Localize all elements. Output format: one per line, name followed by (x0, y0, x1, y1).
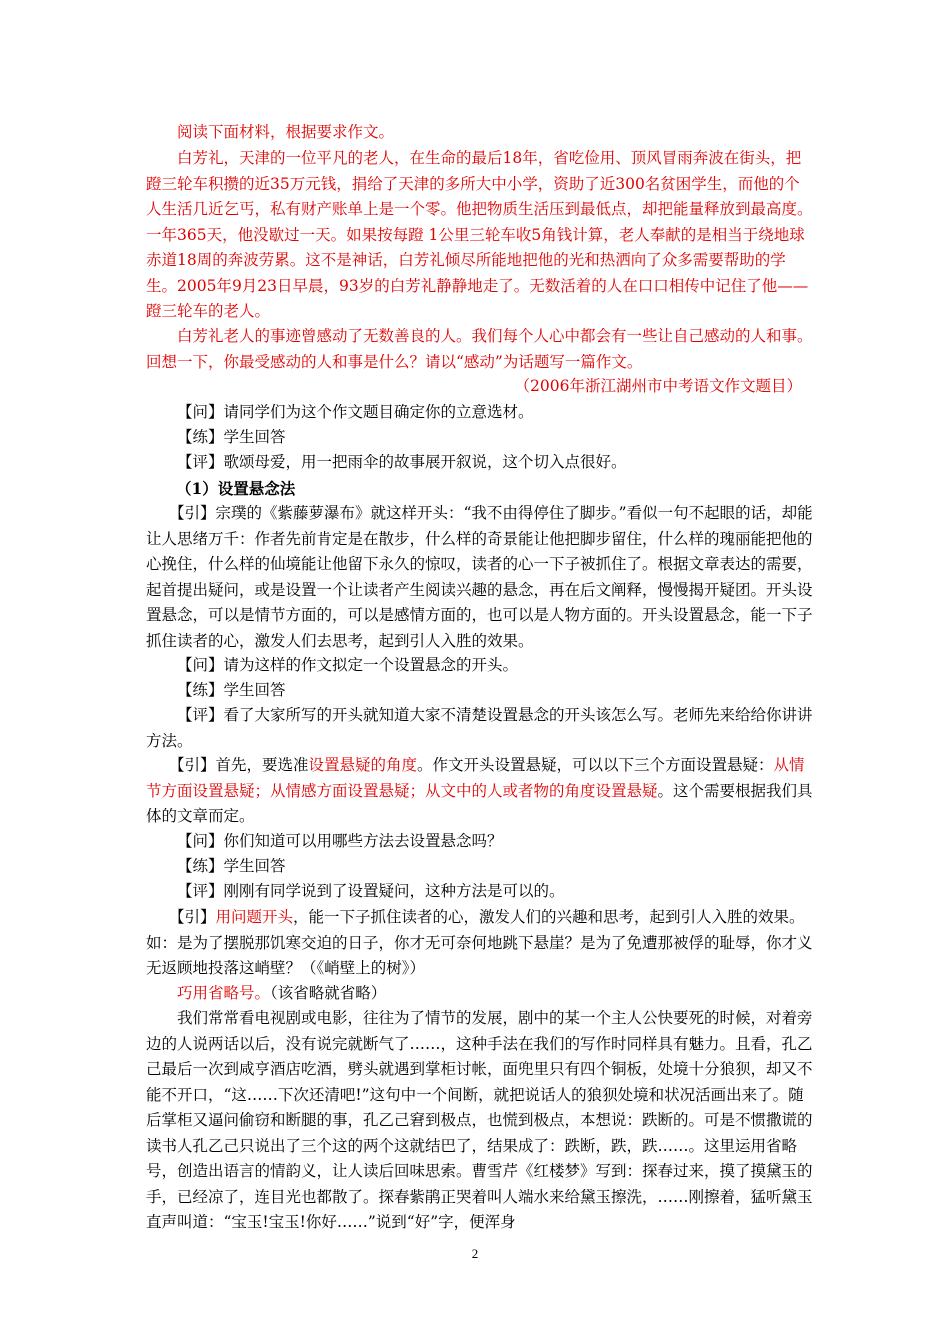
introduction-2-part-a: 【引】首先，要选准 (169, 756, 309, 774)
comment-1: 【评】歌颂母爱，用一把雨伞的故事展开叙说，这个切入点很好。 (177, 453, 627, 471)
question-1: 【问】请同学们为这个作文题目确定你的立意选材。 (177, 403, 534, 421)
introduction-3-part-c: ，能一下子抓住读者的心，激发人们的兴趣和思考，起到引人入胜的效果。如：是为了摆脱那饥寒交迫的日子，你才无可奈何地跳下悬崖？是为了免遭那被俘的耻辱，你才义无返顾地投落这峭壁？（《峭壁上的树》） (146, 908, 813, 977)
introduction-2-part-c: 。作文开头设置悬疑，可以以下三个方面设置悬疑： (417, 756, 774, 774)
introduction-1: 【引】宗璞的《紫藤萝瀑布》就这样开头：“我不由得停住了脚步。”看似一句不起眼的话，却能让人思绪万千：作者先前肯定是在散步，什么样的奇景能让他把脚步留住，什么样的瑰丽能把他的心挽住，什么样的仙境能让他留下永久的惊叹，读者的心一下子被抓住了。根据文章表达的需要，起首提出疑问，或是设置一个让读者产生阅读兴趣的悬念，再在后文阐释，慢慢揭开疑团。开头设置悬念，可以是情节方面的，可以是感情方面的，也可以是人物方面的。开头设置悬念，能一下子抓住读者的心，激发人们去思考，起到引人入胜的效果。 (146, 504, 813, 650)
material-source: （2006年浙江湖州市中考语文作文题目） (514, 377, 802, 395)
introduction-3 (146, 905, 814, 982)
section-heading: （1）设置悬念法 (176, 479, 296, 498)
comment-2: 【评】看了大家所写的开头就知道大家不清楚设置悬念的开头该怎么写。老师先来给给你讲讲方法。 (146, 706, 813, 750)
question-2: 【问】请为这样的作文拟定一个设置悬念的开头。 (177, 656, 519, 674)
practice-2: 【练】学生回答 (177, 681, 286, 699)
introduction-2-part-e: 。这个需要根据我们具体的文章而定。 (146, 781, 813, 825)
introduction-2-highlight-angle: 设置悬疑的角度 (308, 756, 418, 774)
introduction-3-part-a: 【引】 (169, 908, 216, 926)
material-intro: 阅读下面材料，根据要求作文。 (177, 123, 395, 141)
ellipsis-title: 巧用省略号。 (177, 984, 271, 1002)
material-paragraph-1: 白芳礼，天津的一位平凡的老人，在生命的最后18年，省吃俭用、顶风冒雨奔波在街头，把蹬三轮车积攒的近35万元钱，捐给了天津的多所大中小学，资助了近300名贫困学生，而他的个人生活几近乞丐，私有财产账单上是一个零。他把物质生活压到最低点，却把能量释放到最高度。一年365天，他没歇过一天。如果按每蹬 1公里三轮车收5角钱计算，老人奉献的是相当于绕地球赤道18周的奔波劳累。这不是神话，白芳礼倾尽所能地把他的光和热洒向了众多需要帮助的学生。2005年9月23日早晨，93岁的白芳礼静静地走了。无数活着的人在口口相传中记住了他——蹬三轮车的老人。 (146, 149, 813, 320)
introduction-3-highlight: 用问题开头 (215, 908, 294, 926)
ellipsis-paragraph: 我们常常看电视剧或电影，往往为了情节的发展，剧中的某一个主人公快要死的时候，对着旁边的人说两话以后，没有说完就断气了……，这种手法在我们的写作时同样具有魅力。且看，孔乙己最后一次到咸亨酒店吃酒，劈头就遇到掌柜讨帐，面兜里只有四个铜板，处境十分狼狈，却又不能不开口，“这……下次还清吧!”这句中一个间断，就把说话人的狼狈处境和状况活画出来了。随后掌柜又逼问偷窃和断腿的事，孔乙己窘到极点，也慌到极点，本想说：跌断的。可是不惯撒谎的读书人孔乙己只说出了三个这的两个这就结巴了，结果成了：跌断，跌，跌……。这里运用省略号，创造出语言的情韵义，让人读后回味思索。曹雪芹《红楼梦》写到：探春过来，摸了摸黛玉的手，已经凉了，连目光也都散了。探春紫鹃正哭着叫人端水来给黛玉擦洗，……刚擦着，猛听黛玉直声叫道：“宝玉!宝玉!你好……”说到“好”字，便浑身 (146, 1009, 813, 1231)
ellipsis-note: （该省略就省略） (270, 984, 387, 1002)
practice-3: 【练】学生回答 (177, 857, 286, 875)
page-number: 2 (471, 1246, 479, 1261)
comment-3: 【评】刚刚有同学说到了设置疑问，这种方法是可以的。 (177, 882, 565, 900)
practice-1: 【练】学生回答 (177, 428, 286, 446)
question-3: 【问】你们知道可以用哪些方法去设置悬念吗？ (177, 832, 503, 850)
ellipsis-heading (146, 981, 814, 1007)
introduction-2-highlight-methods: 从情节方面设置悬疑；从情感方面设置悬疑；从文中的人或者物的角度设置悬疑 (146, 756, 805, 800)
material-paragraph-2: 白芳礼老人的事迹曾感动了无数善良的人。我们每个人心中都会有一些让自己感动的人和事。回想一下，你最受感动的人和事是什么？请以“感动”为话题写一篇作文。 (146, 327, 813, 371)
introduction-2 (146, 753, 814, 830)
